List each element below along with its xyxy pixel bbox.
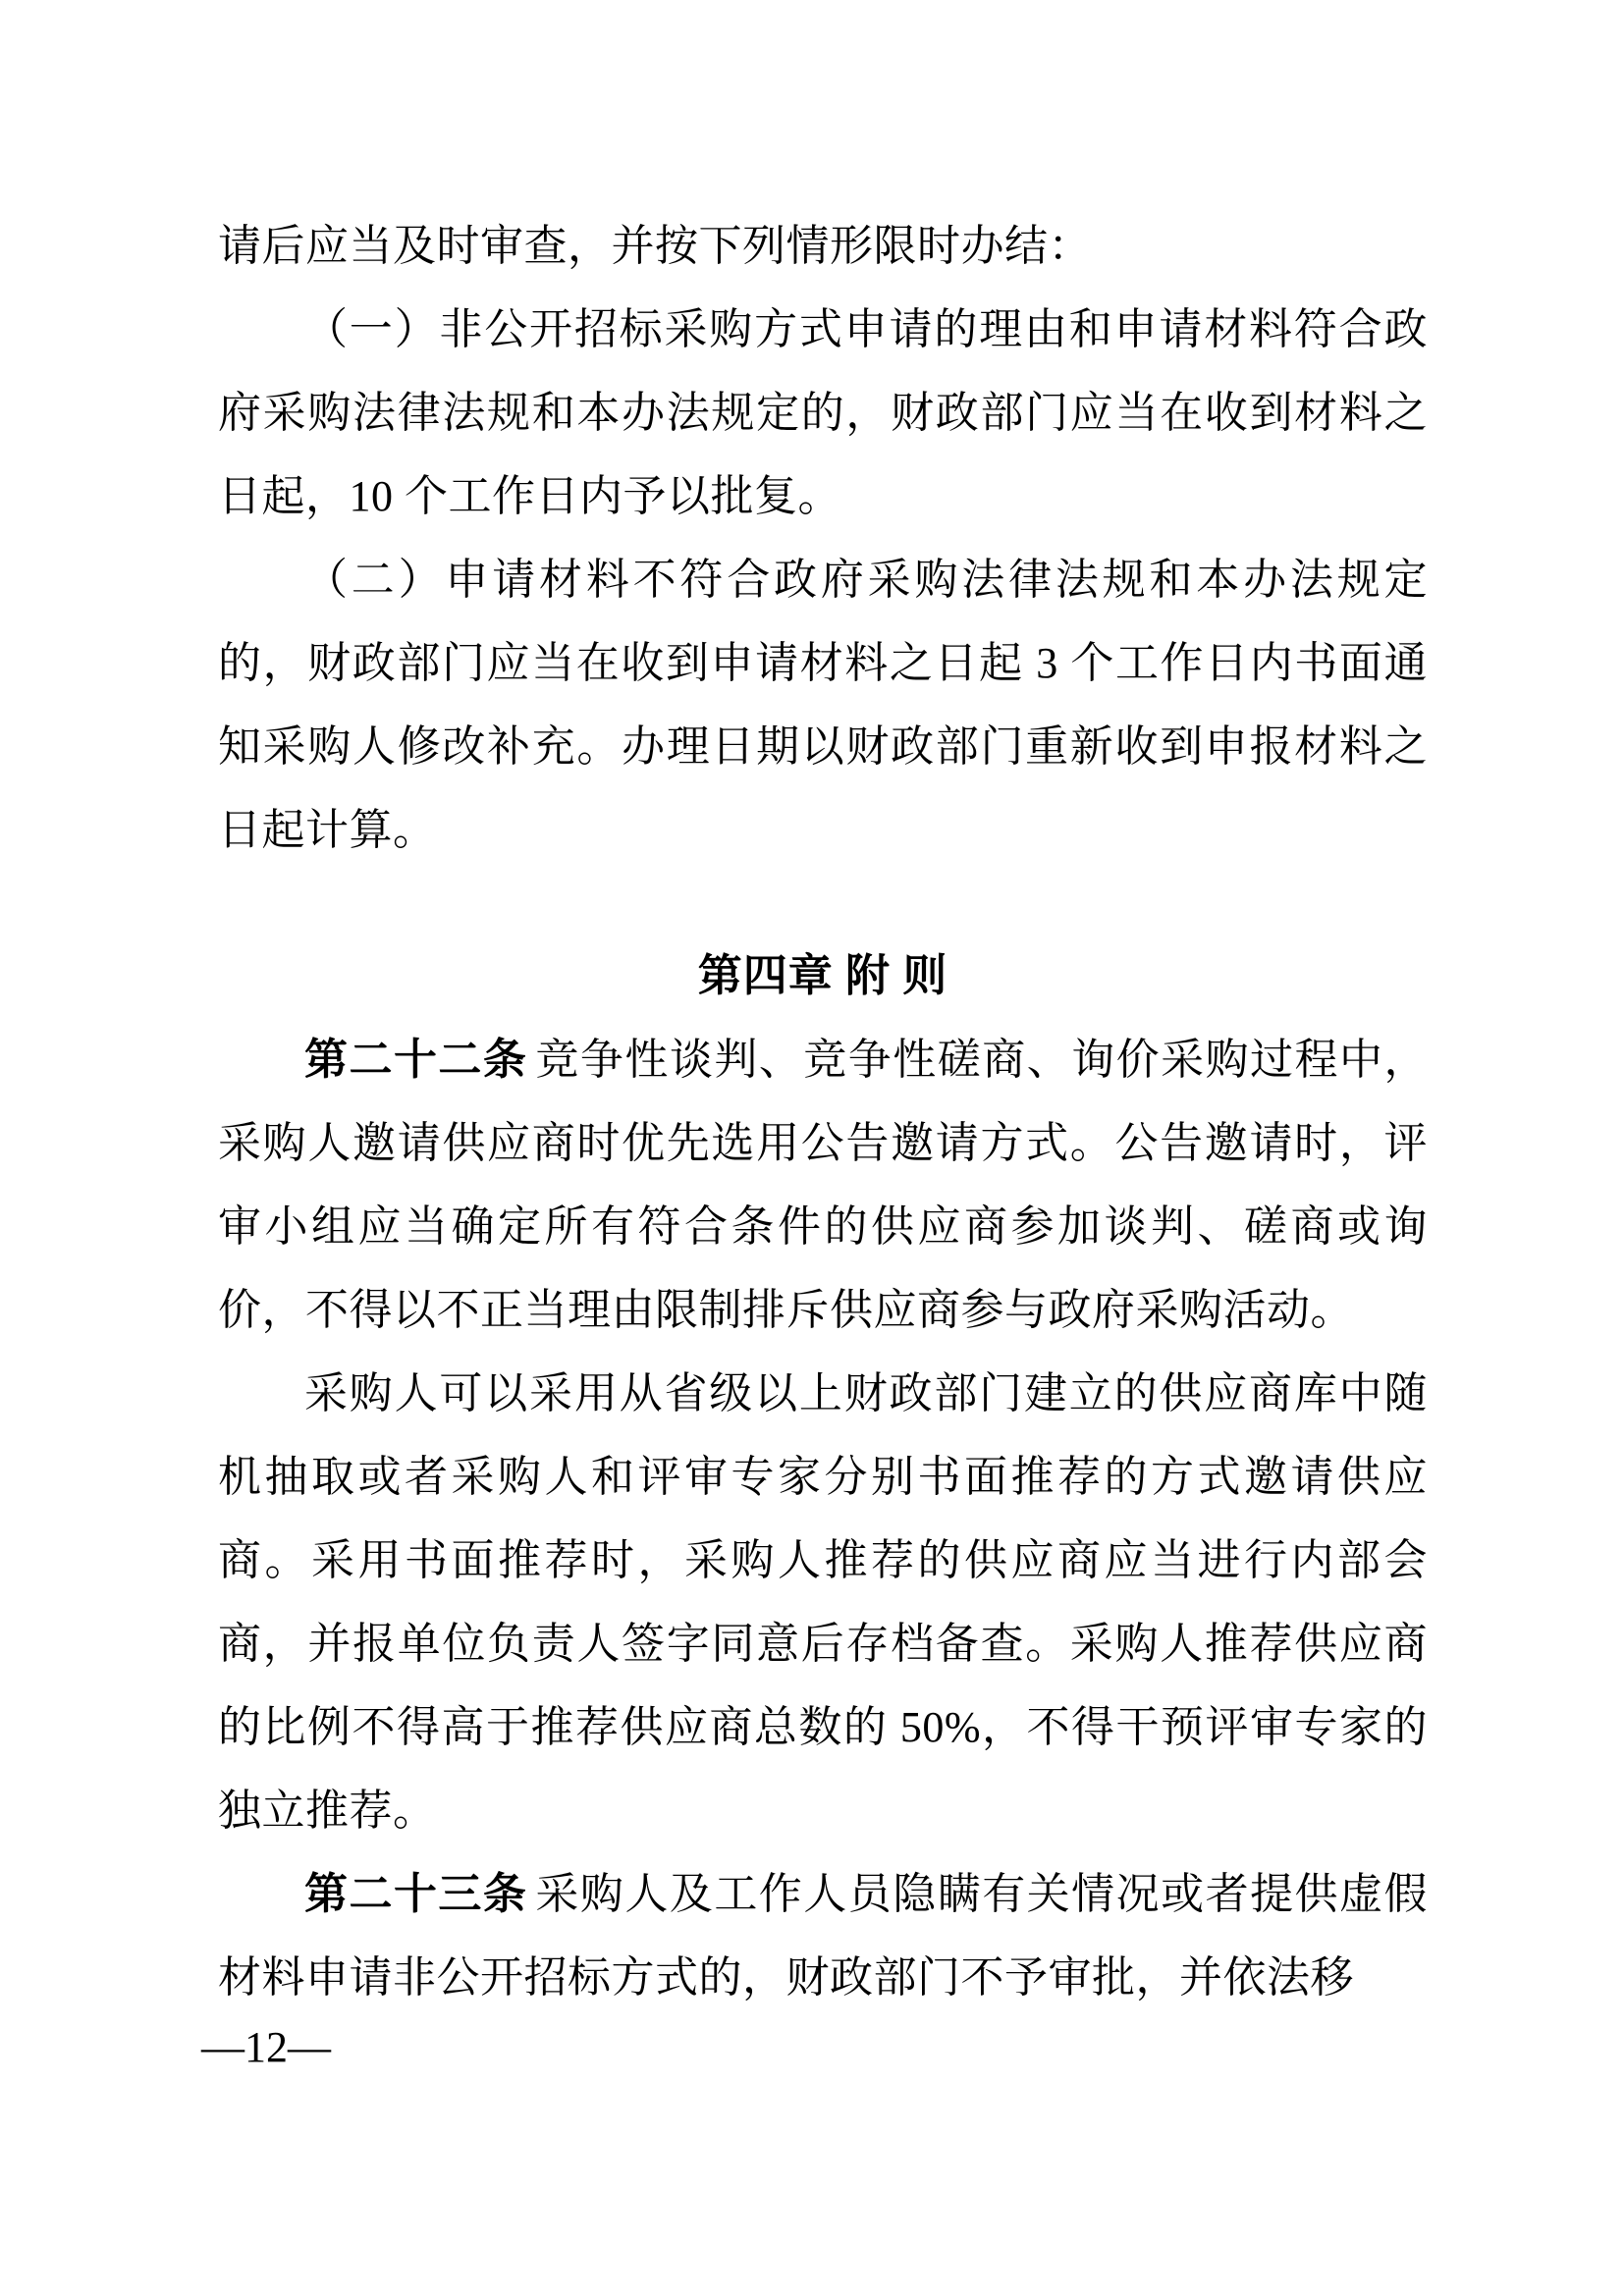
article-22-text: 竞争性谈判、竞争性磋商、询价采购过程中，采购人邀请供应商时优先选用公告邀请方式。公告邀请时，评审小组应当确定所有符合条件的供应商参加谈判、磋商或询价，不得以不正当理由限制排斥供应商参与政府采购活动。	[218, 1036, 1429, 1334]
page-number: —12—	[201, 2023, 331, 2071]
article-23-text: 采购人及工作人员隐瞒有关情况或者提供虚假材料申请非公开招标方式的，财政部门不予审批，并依法移	[218, 1870, 1429, 2002]
article-supplier-text: 采购人可以采用从省级以上财政部门建立的供应商库中随机抽取或者采购人和评审专家分别书面推荐的方式邀请供应商。采用书面推荐时，采购人推荐的供应商应当进行内部会商，并报单位负责人签字同意后存档备查。采购人推荐供应商的比例不得高于推荐供应商总数的 50%，不得干预评审专家的独立推荐。	[218, 1369, 1428, 1835]
paragraph-continuation: 请后应当及时审查，并按下列情形限时办结：	[218, 222, 1092, 270]
article-supplier-paragraph	[218, 1352, 1428, 1852]
paragraph-item-one: （一）非公开招标采购方式申请的理由和申请材料符合政府采购法律法规和本办法规定的，财政部门应当在收到材料之日起，10 个工作日内予以批复。	[218, 305, 1428, 520]
article-23-paragraph	[218, 1852, 1428, 2019]
article-22-paragraph	[218, 1018, 1428, 1352]
document-body	[218, 204, 1428, 2019]
chapter-heading: 第四章 附 则	[697, 951, 948, 1000]
article-22-number: 第二十二条	[304, 1036, 528, 1084]
paragraph-item-two: （二）申请材料不符合政府采购法律法规和本办法规定的，财政部门应当在收到申请材料之日起 3 个工作日内书面通知采购人修改补充。办理日期以财政部门重新收到申报材料之日起计算。	[218, 556, 1428, 854]
article-23-number: 第二十三条	[304, 1870, 528, 1918]
